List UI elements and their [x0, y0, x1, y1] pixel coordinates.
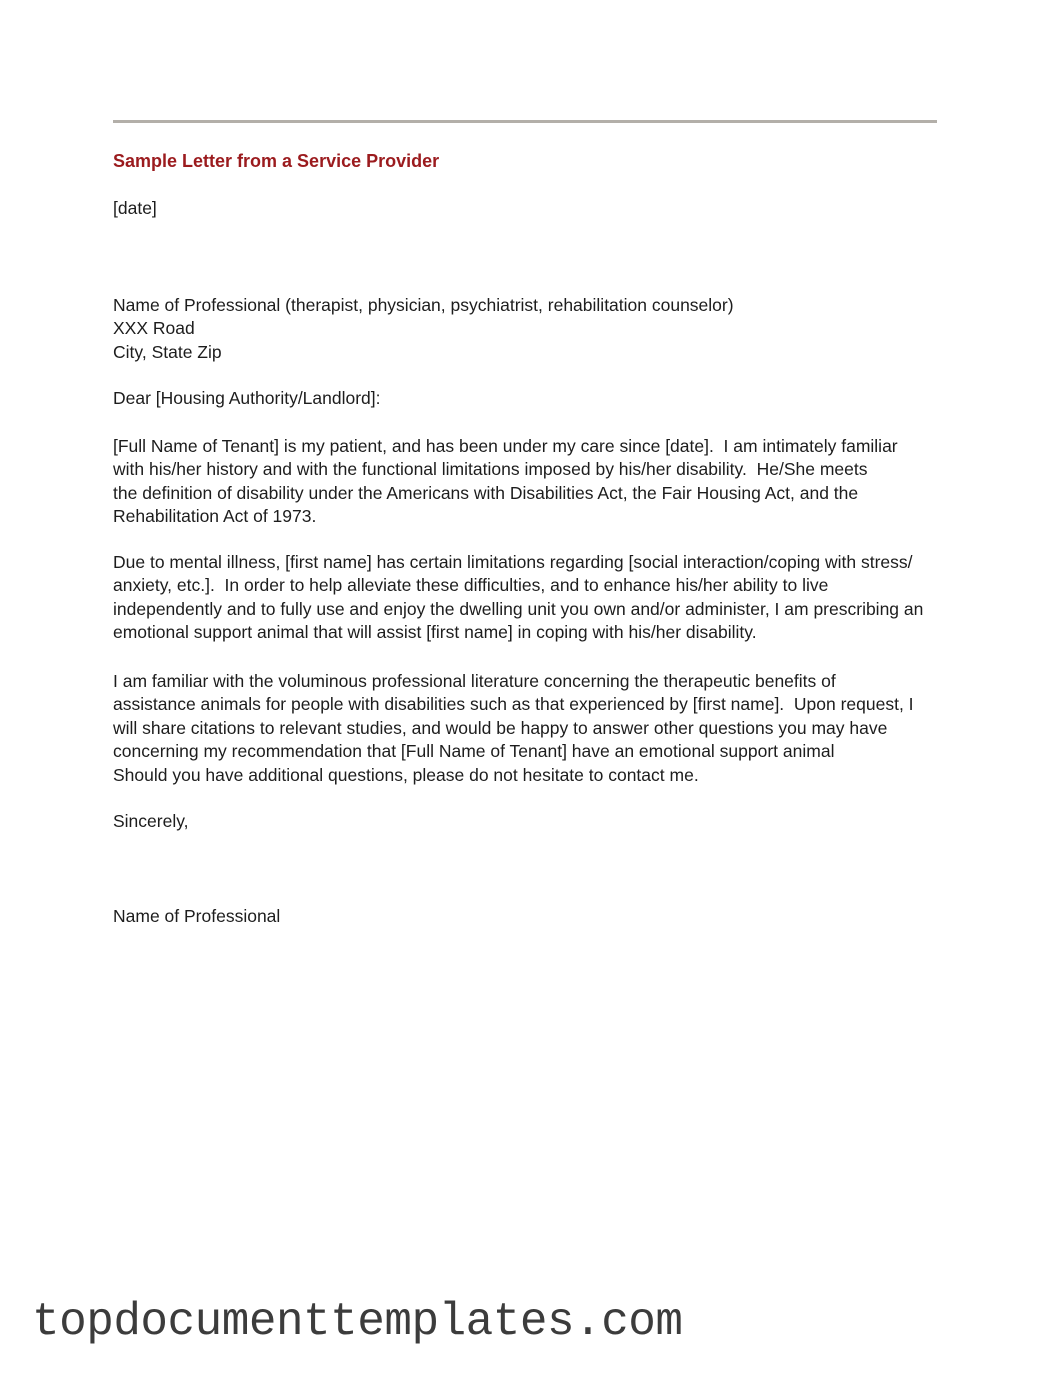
paragraph-line: Should you have additional questions, please do not hesitate to contact me.	[113, 764, 699, 785]
date-placeholder: [date]	[113, 198, 157, 218]
letter-title: Sample Letter from a Service Provider	[113, 151, 440, 171]
paragraph-line: Rehabilitation Act of 1973.	[113, 506, 317, 527]
watermark-site-name: topdocumenttemplates.com	[32, 1296, 683, 1348]
recipient-city-line: City, State Zip	[113, 341, 222, 362]
paragraph-3	[113, 670, 914, 787]
paragraph-line: assistance animals for people with disabilities such as that experienced by [first name]. Upon request, I	[113, 694, 914, 715]
recipient-street-line: XXX Road	[113, 318, 195, 339]
paragraph-1	[113, 435, 898, 529]
paragraph-line: [Full Name of Tenant] is my patient, and has been under my care since [date]. I am intimately familiar	[113, 436, 898, 456]
recipient-name-line: Name of Professional (therapist, physician, psychiatrist, rehabilitation counselor)	[113, 295, 734, 315]
top-divider	[113, 120, 937, 123]
paragraph-line: will share citations to relevant studies, and would be happy to answer other questions you may have	[113, 717, 888, 738]
salutation: Dear [Housing Authority/Landlord]:	[113, 388, 381, 408]
signature-name: Name of Professional	[113, 906, 281, 926]
paragraph-line: independently and to fully use and enjoy the dwelling unit you own and/or administer, I am prescribing an	[113, 598, 924, 619]
paragraph-line: Due to mental illness, [first name] has certain limitations regarding [social interaction/coping with stress/	[113, 552, 913, 572]
paragraph-line: the definition of disability under the Americans with Disabilities Act, the Fair Housing Act, and the	[113, 482, 859, 503]
paragraph-2	[113, 551, 923, 645]
paragraph-line: concerning my recommendation that [Full Name of Tenant] have an emotional support animal	[113, 741, 835, 762]
closing: Sincerely,	[113, 811, 189, 831]
paragraph-line: anxiety, etc.]. In order to help alleviate these difficulties, and to enhance his/her ability to live	[113, 575, 829, 596]
paragraph-line: I am familiar with the voluminous professional literature concerning the therapeutic benefits of	[113, 671, 836, 691]
paragraph-line: with his/her history and with the functional limitations imposed by his/her disability. He/She meets	[113, 459, 868, 480]
paragraph-line: emotional support animal that will assist [first name] in coping with his/her disability.	[113, 622, 757, 643]
recipient-block	[113, 294, 734, 364]
